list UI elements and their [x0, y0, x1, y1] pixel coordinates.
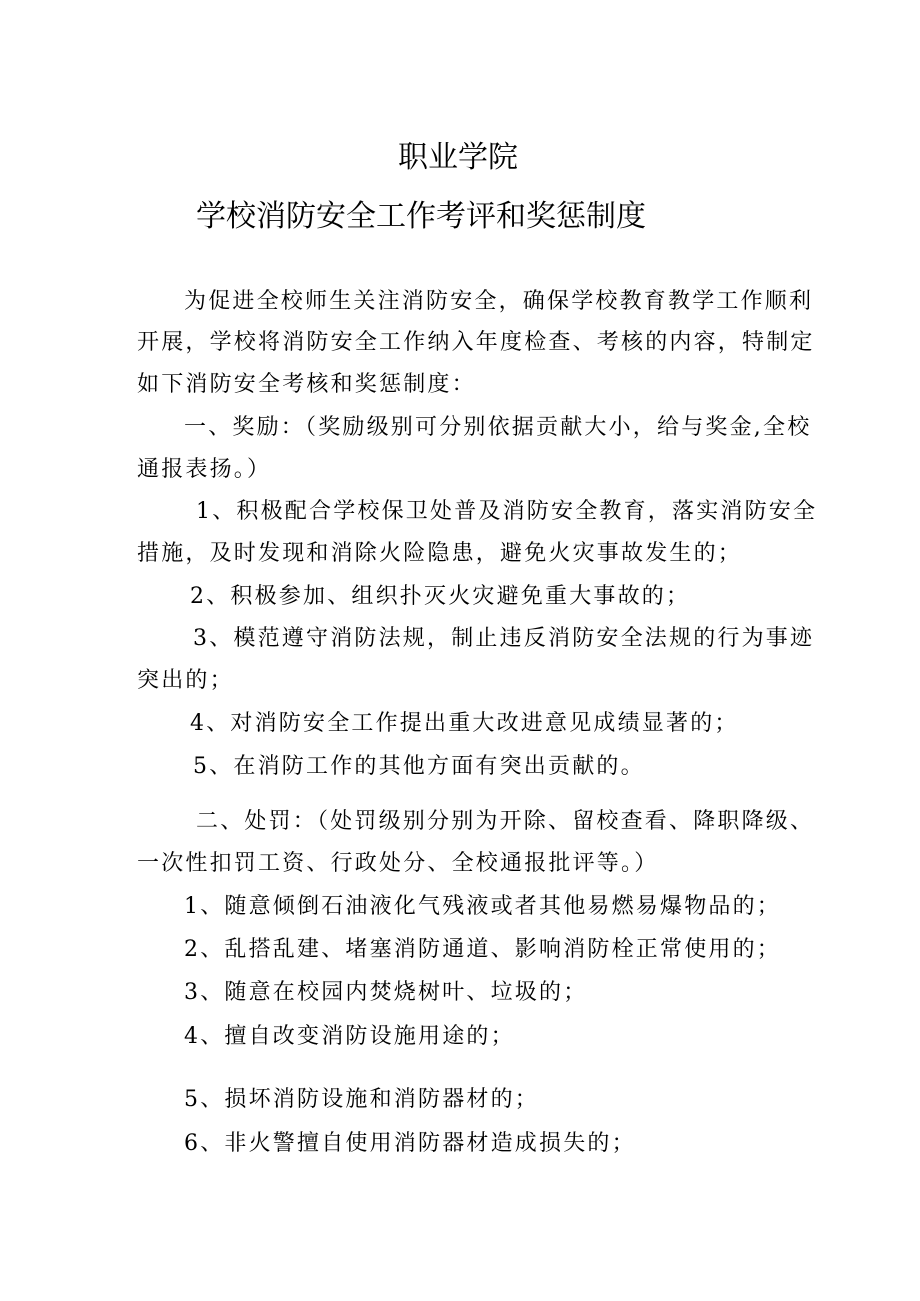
- penalty-item-4: 4、擅自改变消防设施用途的；: [184, 1024, 515, 1049]
- intro-line-1: 为促进全校师生关注消防安全，确保学校教育教学工作顺利: [184, 289, 814, 314]
- reward-item-3-line-2: 突出的；: [137, 668, 234, 693]
- penalty-item-5: 5、损坏消防设施和消防器材的；: [184, 1087, 539, 1112]
- reward-item-1-line-1: 1、积极配合学校保卫处普及消防安全教育，落实消防安全: [196, 499, 818, 524]
- reward-heading-line-2: 通报表扬。）: [137, 457, 272, 482]
- reward-item-4: 4、对消防安全工作提出重大改进意见成绩显著的；: [190, 711, 739, 736]
- reward-item-1-line-2: 措施，及时发现和消除火险隐患，避免火灾事故发生的；: [137, 541, 743, 566]
- school-name: 职业学院: [398, 140, 518, 175]
- reward-heading-line-1: 一、奖励：（奖励级别可分别依据贡献大小，给与奖金,全校: [184, 415, 812, 440]
- reward-item-3-line-1: 3、模范遵守消防法规，制止违反消防安全法规的行为事迹: [193, 626, 815, 651]
- intro-line-3: 如下消防安全考核和奖惩制度：: [137, 372, 476, 397]
- intro-line-2: 开展，学校将消防安全工作纳入年度检查、考核的内容，特制定: [137, 330, 815, 355]
- penalty-item-3: 3、随意在校园内焚烧树叶、垃圾的；: [184, 980, 588, 1005]
- reward-item-5: 5、在消防工作的其他方面有突出贡献的。: [193, 754, 645, 779]
- penalty-item-2: 2、乱搭乱建、堵塞消防通道、影响消防栓正常使用的；: [184, 937, 781, 962]
- document-title: 学校消防安全工作考评和奖惩制度: [196, 199, 646, 234]
- penalty-item-6: 6、非火警擅自使用消防器材造成损失的；: [184, 1131, 636, 1156]
- penalty-heading-line-1: 二、处罚：（处罚级别分别为开除、留校查看、降职降级、: [196, 809, 815, 834]
- penalty-item-1: 1、随意倾倒石油液化气残液或者其他易燃易爆物品的；: [184, 894, 781, 919]
- reward-item-2: 2、积极参加、组织扑灭火灾避免重大事故的；: [190, 584, 691, 609]
- penalty-heading-line-2: 一次性扣罚工资、行政处分、全校通报批评等。）: [137, 851, 659, 876]
